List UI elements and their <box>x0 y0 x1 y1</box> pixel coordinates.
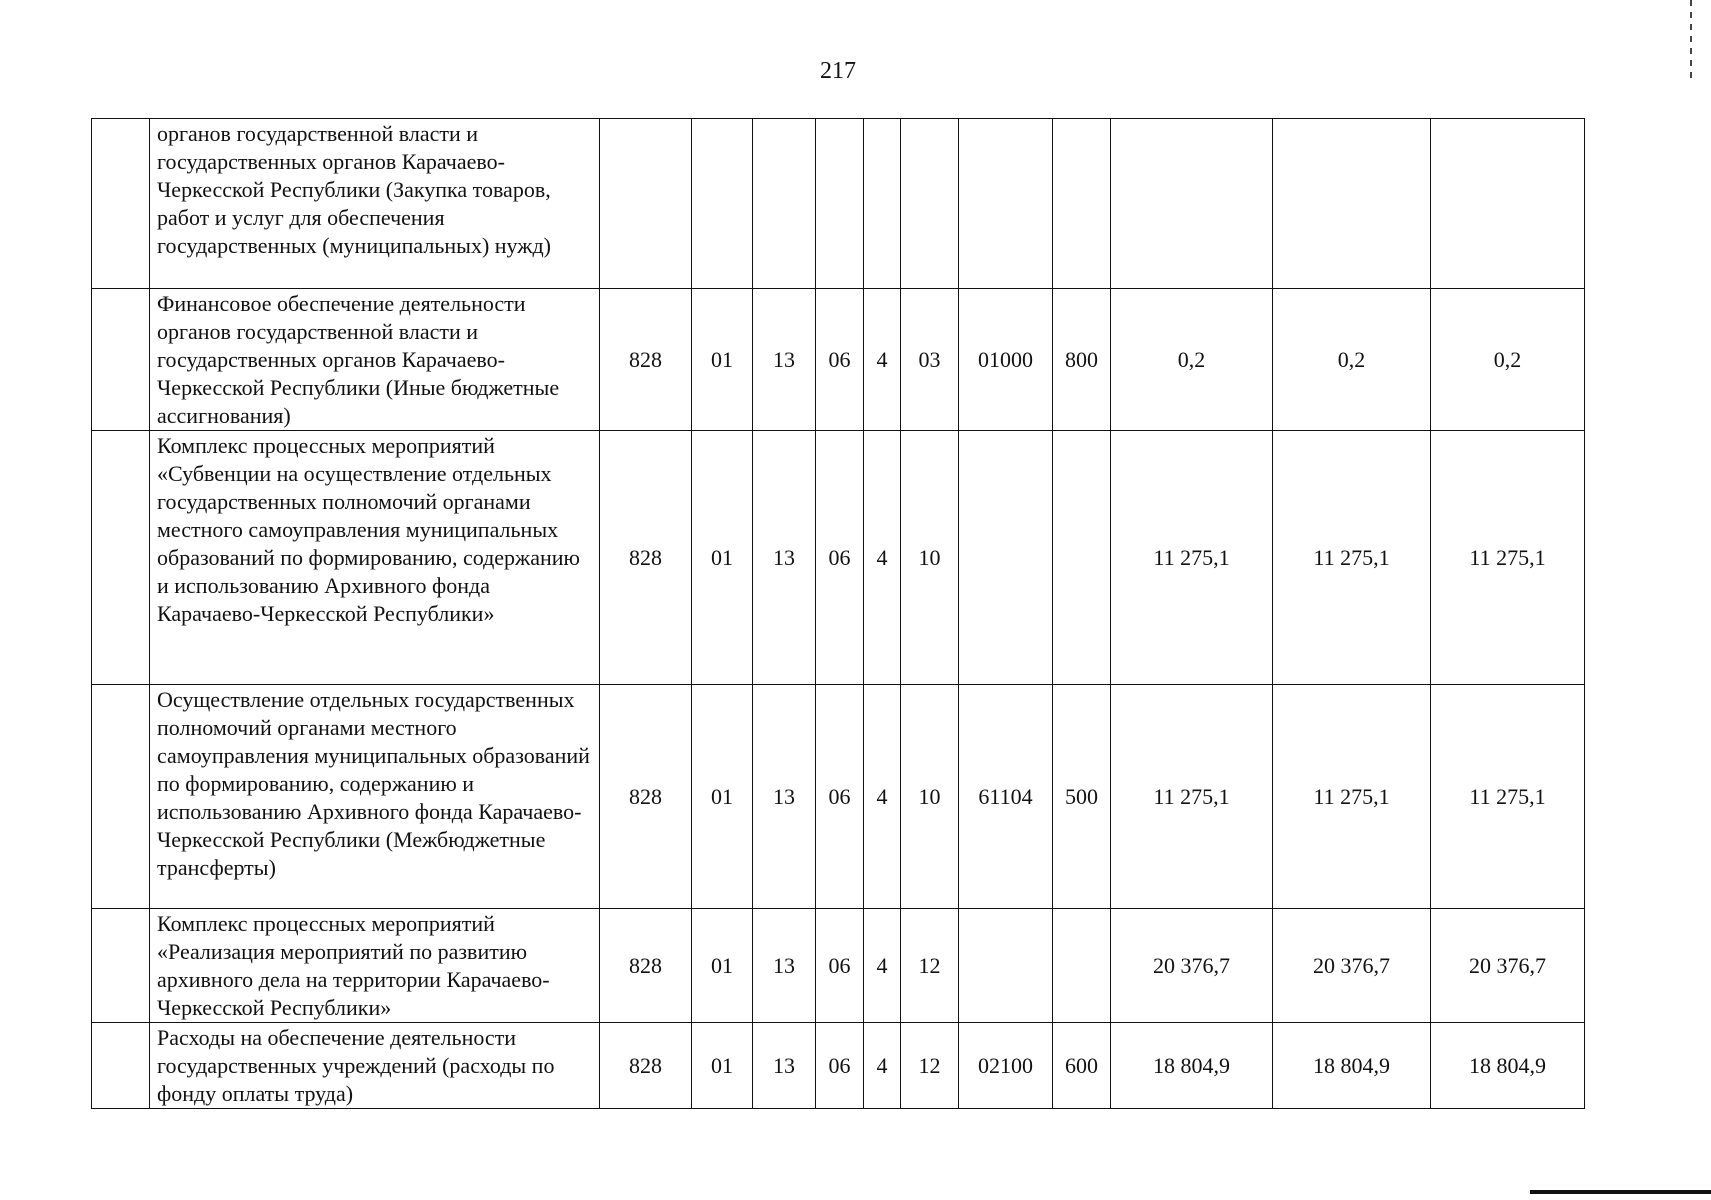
description-cell: Комплекс процессных мероприятий «Реализация мероприятий по развитию архивного дела на территории Карачаево-Черкесской Республики» <box>150 909 600 1023</box>
amount-cell: 11 275,1 <box>1111 685 1273 909</box>
code-cell: 06 <box>816 289 864 431</box>
scan-bottom-rule <box>1530 1190 1711 1194</box>
code-cell <box>1053 119 1111 289</box>
code-cell: 61104 <box>959 685 1053 909</box>
amount-cell: 11 275,1 <box>1431 685 1585 909</box>
description-cell: Комплекс процессных мероприятий «Субвенции на осуществление отдельных государственных полномочий органами местного самоуправления муниципальных образований по формированию, содержанию и использованию Архивного фонда Карачаево-Черкесской Республики» <box>150 431 600 685</box>
amount-cell: 11 275,1 <box>1273 685 1431 909</box>
row-number-cell <box>92 685 150 909</box>
code-cell: 13 <box>753 431 816 685</box>
code-cell: 01000 <box>959 289 1053 431</box>
code-cell <box>816 119 864 289</box>
code-cell: 01 <box>692 909 753 1023</box>
code-cell: 4 <box>864 289 901 431</box>
code-cell <box>901 119 959 289</box>
code-cell: 12 <box>901 1023 959 1109</box>
code-cell: 01 <box>692 289 753 431</box>
code-cell: 01 <box>692 431 753 685</box>
code-cell <box>959 119 1053 289</box>
code-cell: 10 <box>901 685 959 909</box>
amount-cell <box>1431 119 1585 289</box>
table-row <box>92 431 1585 685</box>
code-cell <box>864 119 901 289</box>
amount-cell: 18 804,9 <box>1111 1023 1273 1109</box>
row-number-cell <box>92 909 150 1023</box>
code-cell: 828 <box>600 1023 692 1109</box>
row-number-cell <box>92 119 150 289</box>
budget-table <box>91 118 1585 1109</box>
code-cell: 03 <box>901 289 959 431</box>
row-number-cell <box>92 289 150 431</box>
code-cell: 12 <box>901 909 959 1023</box>
scan-edge-mark <box>1690 0 1692 80</box>
amount-cell: 0,2 <box>1273 289 1431 431</box>
code-cell: 4 <box>864 1023 901 1109</box>
table-row <box>92 119 1585 289</box>
code-cell: 06 <box>816 685 864 909</box>
description-cell: Осуществление отдельных государственных полномочий органами местного самоуправления муниципальных образований по формированию, содержанию и использованию Архивного фонда Карачаево-Черкесской Республики (Межбюджетные трансферты) <box>150 685 600 909</box>
amount-cell: 0,2 <box>1431 289 1585 431</box>
code-cell <box>959 431 1053 685</box>
code-cell: 4 <box>864 909 901 1023</box>
amount-cell: 20 376,7 <box>1273 909 1431 1023</box>
code-cell: 828 <box>600 685 692 909</box>
code-cell: 800 <box>1053 289 1111 431</box>
table-row <box>92 1023 1585 1109</box>
amount-cell: 18 804,9 <box>1431 1023 1585 1109</box>
code-cell <box>959 909 1053 1023</box>
amount-cell: 11 275,1 <box>1111 431 1273 685</box>
code-cell <box>1053 909 1111 1023</box>
description-cell: Финансовое обеспечение деятельности органов государственной власти и государственных органов Карачаево-Черкесской Республики (Иные бюджетные ассигнования) <box>150 289 600 431</box>
code-cell: 02100 <box>959 1023 1053 1109</box>
code-cell: 500 <box>1053 685 1111 909</box>
code-cell: 06 <box>816 1023 864 1109</box>
page-number: 217 <box>820 58 856 84</box>
code-cell <box>1053 431 1111 685</box>
amount-cell: 11 275,1 <box>1273 431 1431 685</box>
code-cell <box>692 119 753 289</box>
code-cell: 01 <box>692 685 753 909</box>
code-cell: 828 <box>600 289 692 431</box>
code-cell <box>600 119 692 289</box>
table-row <box>92 685 1585 909</box>
code-cell: 828 <box>600 909 692 1023</box>
code-cell: 4 <box>864 431 901 685</box>
code-cell: 01 <box>692 1023 753 1109</box>
code-cell: 13 <box>753 289 816 431</box>
code-cell: 06 <box>816 431 864 685</box>
table-row <box>92 909 1585 1023</box>
code-cell: 06 <box>816 909 864 1023</box>
description-cell: органов государственной власти и государственных органов Карачаево-Черкесской Республики (Закупка товаров, работ и услуг для обеспечения государственных (муниципальных) нужд) <box>150 119 600 289</box>
code-cell <box>753 119 816 289</box>
row-number-cell <box>92 1023 150 1109</box>
amount-cell <box>1273 119 1431 289</box>
description-cell: Расходы на обеспечение деятельности государственных учреждений (расходы по фонду оплаты труда) <box>150 1023 600 1109</box>
table-row <box>92 289 1585 431</box>
code-cell: 13 <box>753 909 816 1023</box>
amount-cell: 20 376,7 <box>1431 909 1585 1023</box>
code-cell: 13 <box>753 685 816 909</box>
amount-cell: 11 275,1 <box>1431 431 1585 685</box>
amount-cell: 0,2 <box>1111 289 1273 431</box>
row-number-cell <box>92 431 150 685</box>
amount-cell <box>1111 119 1273 289</box>
code-cell: 828 <box>600 431 692 685</box>
code-cell: 10 <box>901 431 959 685</box>
code-cell: 13 <box>753 1023 816 1109</box>
code-cell: 600 <box>1053 1023 1111 1109</box>
amount-cell: 20 376,7 <box>1111 909 1273 1023</box>
amount-cell: 18 804,9 <box>1273 1023 1431 1109</box>
code-cell: 4 <box>864 685 901 909</box>
